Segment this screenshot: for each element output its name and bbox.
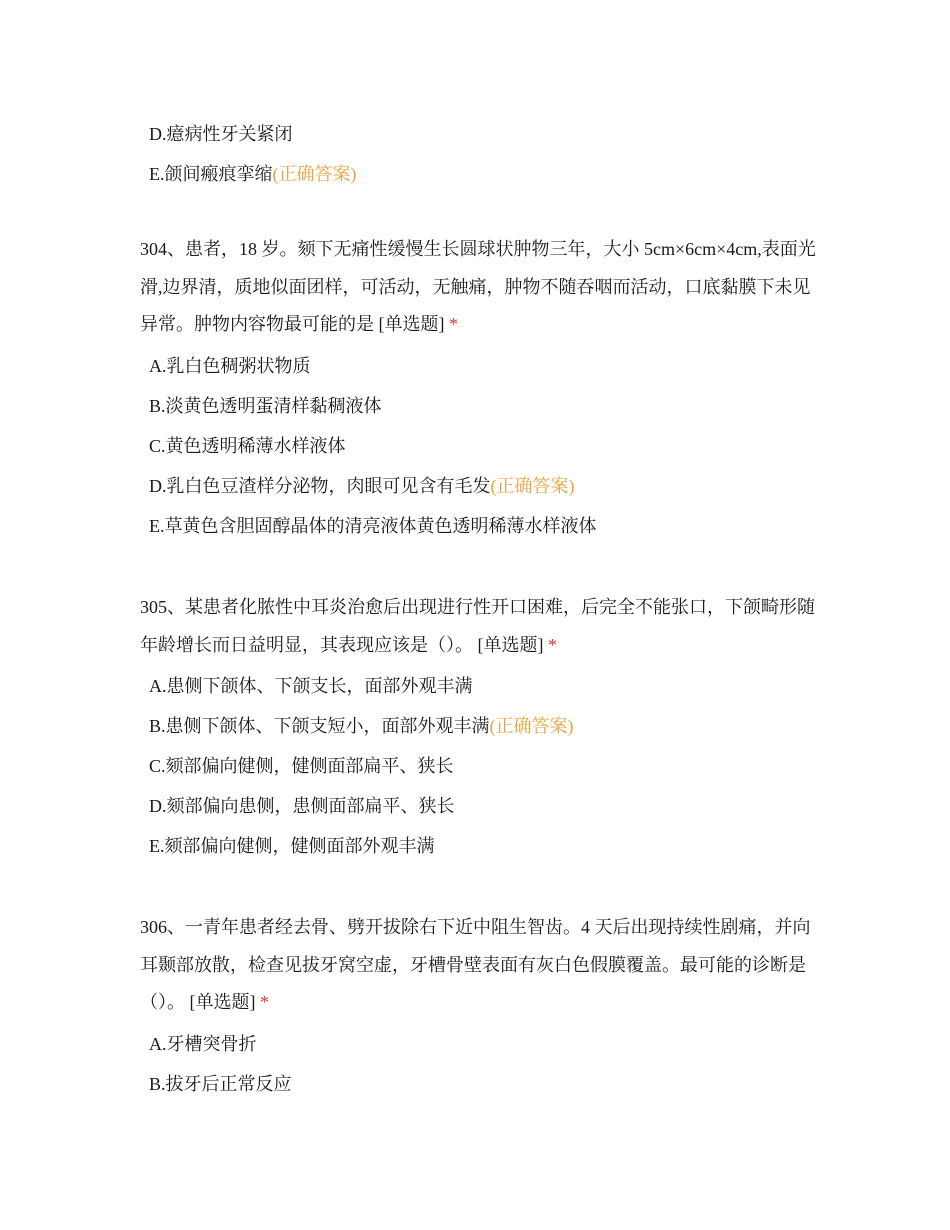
option-e — [140, 506, 820, 546]
option-text: A.患侧下颌体、下颌支长，面部外观丰满 — [149, 676, 473, 696]
option-c — [140, 426, 820, 466]
option-text: A.牙槽突骨折 — [149, 1033, 257, 1054]
question-305 — [140, 589, 820, 866]
option-text: C.颏部偏向健侧，健侧面部扁平、狭长 — [149, 756, 454, 776]
question-stem — [140, 589, 820, 664]
option-text: B.拔牙后正常反应 — [149, 1073, 292, 1094]
option-text: B.患侧下颌体、下颌支短小，面部外观丰满 — [149, 716, 490, 736]
option-b — [140, 1064, 820, 1104]
required-mark: * — [548, 634, 557, 655]
correct-answer-tag: (正确答案) — [490, 475, 575, 496]
option-text: D.乳白色豆渣样分泌物，肉眼可见含有毛发 — [149, 475, 491, 496]
option-text: E.草黄色含胆固醇晶体的清亮液体黄色透明稀薄水样液体 — [149, 515, 597, 536]
option-d — [140, 466, 820, 506]
option-e — [140, 826, 820, 866]
option-text: E.颏部偏向健侧，健侧面部外观丰满 — [149, 836, 435, 856]
option-a — [140, 1024, 820, 1064]
option-c — [140, 746, 820, 786]
question-306 — [140, 909, 820, 1104]
correct-answer-tag: (正确答案) — [489, 716, 574, 736]
question-text: 305、某患者化脓性中耳炎治愈后出现进行性开口困难，后完全不能张口，下颌畸形随年龄增长而日益明显，其表现应该是（）。 [单选题] — [140, 597, 815, 655]
question-303-tail — [140, 114, 820, 194]
option-text: C.黄色透明稀薄水样液体 — [149, 435, 346, 456]
option-d — [140, 786, 820, 826]
option-e — [140, 154, 820, 194]
question-stem — [140, 231, 820, 344]
option-text: D.颏部偏向患侧，患侧面部扁平、狭长 — [149, 796, 455, 816]
option-d — [140, 114, 820, 154]
option-a — [140, 666, 820, 706]
option-a — [140, 346, 820, 386]
required-mark: * — [449, 314, 458, 334]
question-stem — [140, 909, 820, 1022]
required-mark: * — [260, 992, 269, 1012]
option-text: D.癔病性牙关紧闭 — [149, 124, 293, 144]
question-text: 306、一青年患者经去骨、劈开拔除右下近中阻生智齿。4 天后出现持续性剧痛，并向耳颞部放散，检查见拔牙窝空虚，牙槽骨壁表面有灰白色假膜覆盖。最可能的诊断是（）。 [单选题] — [140, 917, 811, 1012]
option-text: A.乳白色稠粥状物质 — [149, 355, 311, 376]
option-b — [140, 386, 820, 426]
question-304 — [140, 231, 820, 546]
option-b — [140, 706, 820, 746]
question-text: 304、患者，18 岁。颏下无痛性缓慢生长圆球状肿物三年，大小 5cm×6cm×4cm,表面光滑,边界清，质地似面团样，可活动，无触痛，肿物不随吞咽而活动，口底黏膜下未见异常。肿物内容物最可能的是 [单选题] — [140, 239, 816, 334]
correct-answer-tag: (正确答案) — [272, 164, 357, 184]
option-text: B.淡黄色透明蛋清样黏稠液体 — [149, 395, 382, 416]
option-text: E.颌间瘢痕挛缩 — [149, 164, 273, 184]
